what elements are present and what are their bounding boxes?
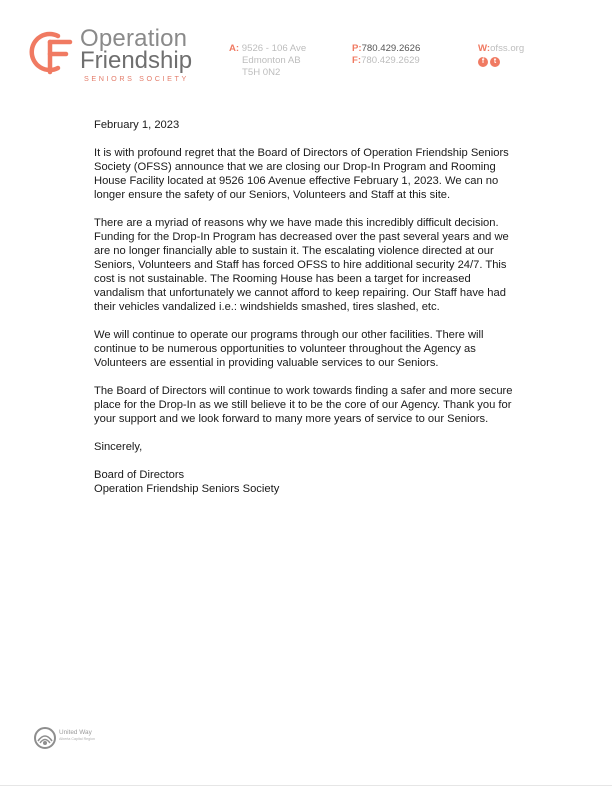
letter-date: February 1, 2023 [94,119,180,131]
phone-label: P: [352,43,362,54]
signature-line-2: Operation Friendship Seniors Society [94,483,280,495]
logo-text-friendship: Friendship [80,47,193,74]
social-icons [478,57,524,67]
united-way-name: United Way [59,729,92,736]
letter-paragraph-2: There are a myriad of reasons why we have made this incredibly difficult decision. Funding for the Drop-In Program has decreased over the past several years and we are no longer financially able to sustain it. The escalating violence directed at our Seniors, Volunteers and Staff has forced OFSS to hire additional security 24/7. This cost is not sustainable. The Rooming House has been a target for increased vandalism that unfortunately we cannot afford to keep repairing. Our Staff have had their vehicles vandalized i.e.: windshields smashed, tires slashed, etc. [94,217,509,313]
phone-line [352,43,420,55]
address-line3: T5H 0N2 [242,67,281,78]
letter-closing: Sincerely, [94,441,143,453]
web-label: W: [478,43,491,54]
address-block [229,43,306,79]
address-line2: Edmonton AB [242,55,301,66]
letter-body [94,118,514,496]
signature-block [94,468,514,496]
united-way-logo [33,726,133,752]
address-line1: 9526 - 106 Ave [241,43,307,54]
united-way-mark-icon [33,726,57,750]
letter-paragraph-3: We will continue to operate our programs through our other facilities. There will continue to be numerous opportunities to volunteer throughout the Agency as Volunteers are essential in providing valuable services to our Seniors. [94,329,484,369]
phone-value: 780.429.2626 [361,43,421,54]
ofss-logo-mark-icon [28,28,76,76]
page-bottom-rule [0,785,612,786]
letter-paragraph-4: The Board of Directors will continue to work towards finding a safer and more secure place for the Drop-In as we still believe it to be the core of our Agency. Thank you for your support and we look forward to many more years of service to our Seniors. [94,385,513,425]
logo-text-operation: Operation [80,25,188,52]
ofss-logo [28,26,208,84]
signature-line-1: Board of Directors [94,469,185,481]
fax-label: F: [352,55,362,66]
logo-text-seniors-society: SENIORS SOCIETY [84,74,189,83]
fax-line [352,55,420,67]
united-way-region: Alberta Capital Region [59,737,95,741]
web-value[interactable]: ofss.org [490,43,525,54]
fax-value: 780.429.2629 [361,55,420,66]
facebook-icon[interactable]: f [478,57,488,67]
web-block [478,43,524,67]
web-line [478,43,524,55]
address-label: A: [229,43,240,54]
letter-paragraph-1: It is with profound regret that the Board of Directors of Operation Friendship Seniors Society (OFSS) announce that we are closing our Drop-In Program and Rooming House Facility located at 9526 106 Avenue effective February 1, 2023. We can no longer ensure the safety of our Seniors, Volunteers and Staff at this site. [94,147,509,201]
twitter-icon[interactable]: t [490,57,500,67]
phone-fax-block [352,43,420,67]
